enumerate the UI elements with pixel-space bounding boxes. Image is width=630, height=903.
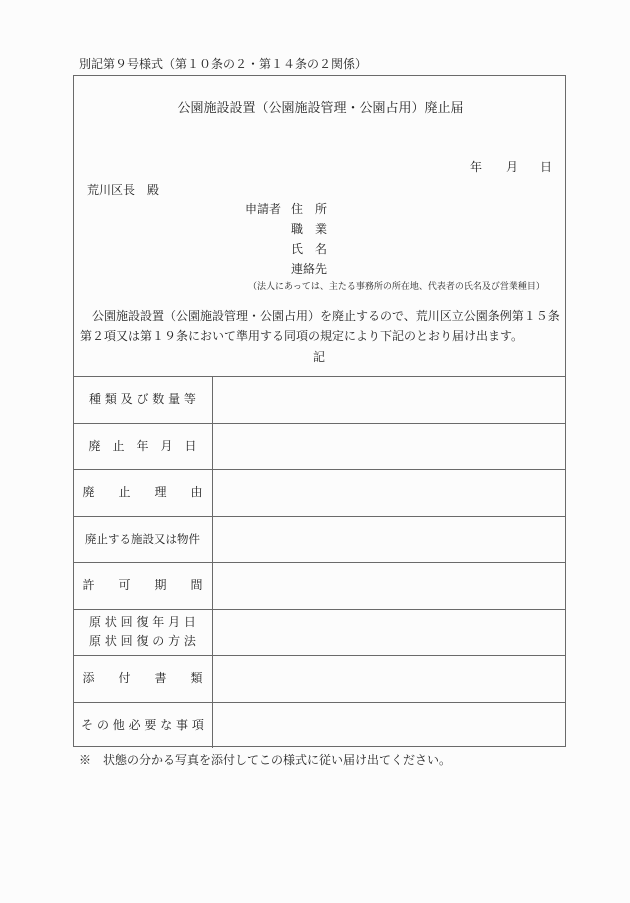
date-month-label: 月 — [506, 160, 519, 174]
declaration-text: 公園施設設置（公園施設管理・公園占用）を廃止するので、荒川区立公園条例第１５条第２項又は第１９条において準用する同項の規定により下記のとおり届け出ます。 — [80, 309, 560, 343]
form-number: 別記第９号様式（第１０条の２・第１４条の２関係） — [79, 57, 368, 71]
ki-heading: 記 — [313, 350, 326, 364]
row-value-field[interactable] — [213, 516, 567, 563]
row-value-field[interactable] — [213, 377, 567, 424]
applicant-address-label: 住 所 — [291, 202, 328, 216]
row-label: 許 可 期 間 — [73, 563, 213, 610]
row-value-field[interactable] — [213, 702, 567, 748]
date-year-label: 年 — [470, 160, 483, 174]
row-label: 廃 止 理 由 — [73, 470, 213, 517]
table-row — [73, 470, 566, 517]
applicant-contact-label: 連絡先 — [291, 262, 328, 276]
row-value-field[interactable] — [213, 609, 567, 656]
row-label: 種 類 及 び 数 量 等 — [73, 377, 213, 424]
table-row — [73, 609, 566, 656]
row-value-field[interactable] — [213, 656, 567, 703]
table-row — [73, 377, 566, 424]
applicant-name-label: 氏 名 — [291, 242, 328, 256]
row-label: 廃止する施設又は物件 — [73, 516, 213, 563]
row-label: 添 付 書 類 — [73, 656, 213, 703]
row-value-field[interactable] — [213, 470, 567, 517]
addressee: 荒川区長 殿 — [87, 183, 160, 197]
row-label: そ の 他 必 要 な 事 項 — [73, 702, 213, 748]
applicant-label: 申請者 — [245, 202, 282, 216]
date-day-label: 日 — [540, 160, 553, 174]
row-label: 原 状 回 復 年 月 日 原 状 回 復 の 方 法 — [73, 609, 213, 656]
row-label: 廃 止 年 月 日 — [73, 423, 213, 470]
form-title: 公園施設設置（公園施設管理・公園占用）廃止届 — [177, 101, 464, 116]
applicant-note: （法人にあっては、主たる事務所の所在地、代表者の氏名及び営業種目） — [248, 282, 545, 292]
items-table — [73, 376, 566, 748]
table-row — [73, 563, 566, 610]
row-value-field[interactable] — [213, 563, 567, 610]
table-row — [73, 656, 566, 703]
applicant-occupation-label: 職 業 — [291, 222, 328, 236]
table-row — [73, 516, 566, 563]
footnote: ※ 状態の分かる写真を添付してこの様式に従い届け出てください。 — [79, 753, 452, 767]
table-row — [73, 423, 566, 470]
row-value-field[interactable] — [213, 423, 567, 470]
table-row — [73, 702, 566, 748]
